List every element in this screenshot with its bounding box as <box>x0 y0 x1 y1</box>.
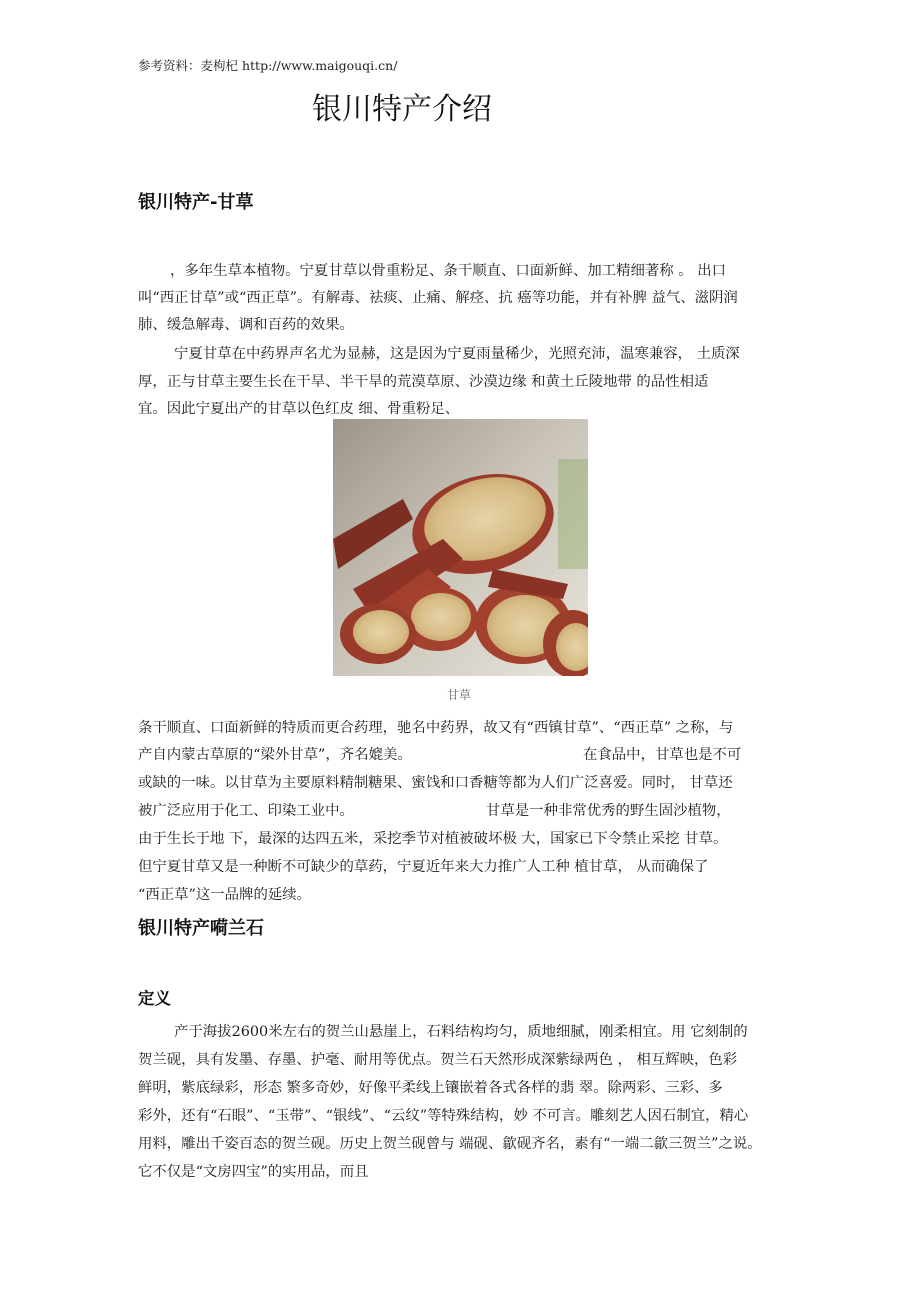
paragraph-line: 鲜明，紫底绿彩，形态 繁多奇妙，好像平柔线上镶嵌着各式各样的翡 翠。除两彩、三彩、多 <box>138 1080 723 1096</box>
paragraph-line: 宜。因此宁夏出产的甘草以色红皮 细、骨重粉足、 <box>138 401 460 417</box>
licorice-photo <box>333 419 588 676</box>
page-title: 银川特产介绍 <box>312 92 492 127</box>
paragraph-line: 被广泛应用于化工、印染工业中。 <box>138 803 354 819</box>
paragraph-line: 在食品中，甘草也是不可 <box>583 747 742 763</box>
paragraph-line: 或缺的一味。以甘草为主要原料精制糖果、蜜饯和口香糖等都为人们广泛喜爱。同时， 甘草还 <box>138 775 733 791</box>
paragraph-line: 肺、缓急解毒、调和百药的效果。 <box>138 317 354 333</box>
paragraph-line: 甘草是一种非常优秀的野生固沙植物， <box>486 803 731 819</box>
paragraph-line: 宁夏甘草在中药界声名尤为显赫，这是因为宁夏雨量稀少，光照充沛，温寒兼容， 土质深 <box>174 346 740 362</box>
paragraph-line: 产自内蒙古草原的“梁外甘草”，齐名媲美。 <box>138 747 412 763</box>
paragraph-line: 厚，正与甘草主要生长在干旱、半干旱的荒漠草原、沙漠边缘 和黄土丘陵地带 的品性相适 <box>138 374 709 390</box>
paragraph-line: 它不仅是“文房四宝”的实用品，而且 <box>138 1164 369 1180</box>
image-caption: 甘草 <box>447 688 472 702</box>
paragraph-line: 用料，雕出千姿百态的贺兰砚。历史上贺兰砚曾与 端砚、歙砚齐名，素有“一端二歙三贺兰”之说。 <box>138 1136 762 1152</box>
paragraph-line: 但宁夏甘草又是一种断不可缺少的草药，宁夏近年来大力推广人工种 植甘草， 从而确保了 <box>138 859 709 875</box>
paragraph-line: 条干顺直、口面新鲜的特质而更合药理，驰名中药界，故又有“西镇甘草”、“西正草” 之称，与 <box>138 720 734 736</box>
paragraph-line: 贺兰砚，具有发墨、存墨、护毫、耐用等优点。贺兰石天然形成深紫绿两色 ， 相互辉映，色彩 <box>138 1052 738 1068</box>
subheading-definition: 定义 <box>138 989 171 1008</box>
paragraph-line: 彩外，还有“石眼”、“玉带”、“银线”、“云纹”等特殊结构，妙 不可言。雕刻艺人因石制宜，精心 <box>138 1108 749 1124</box>
paragraph-line: ，多年生草本植物。宁夏甘草以骨重粉足、条干顺直、口面新鲜、加工精细著称 。 出口 <box>170 263 726 279</box>
paragraph-line: 产于海拔2600米左右的贺兰山悬崖上，石料结构均匀，质地细腻，刚柔相宜。用 它刻制的 <box>174 1024 748 1040</box>
reference-line: 参考资料：麦枸杞 http://www.maigouqi.cn/ <box>138 58 398 73</box>
paragraph-line: “西正草”这一品牌的延续。 <box>138 887 312 903</box>
paragraph-line: 叫“西正甘草”或“西正草”。有解毒、祛痰、止痛、解痉、抗 癌等功能，并有补脾 益气、滋阴润 <box>138 290 738 306</box>
section-heading-gancao: 银川特产-甘草 <box>138 192 254 213</box>
paragraph-line: 由于生长于地 下，最深的达四五米，采挖季节对植被破坏极 大，国家已下令禁止采挖 甘草。 <box>138 831 728 847</box>
section-heading-helanshi: 银川特产嗬兰石 <box>138 918 264 939</box>
